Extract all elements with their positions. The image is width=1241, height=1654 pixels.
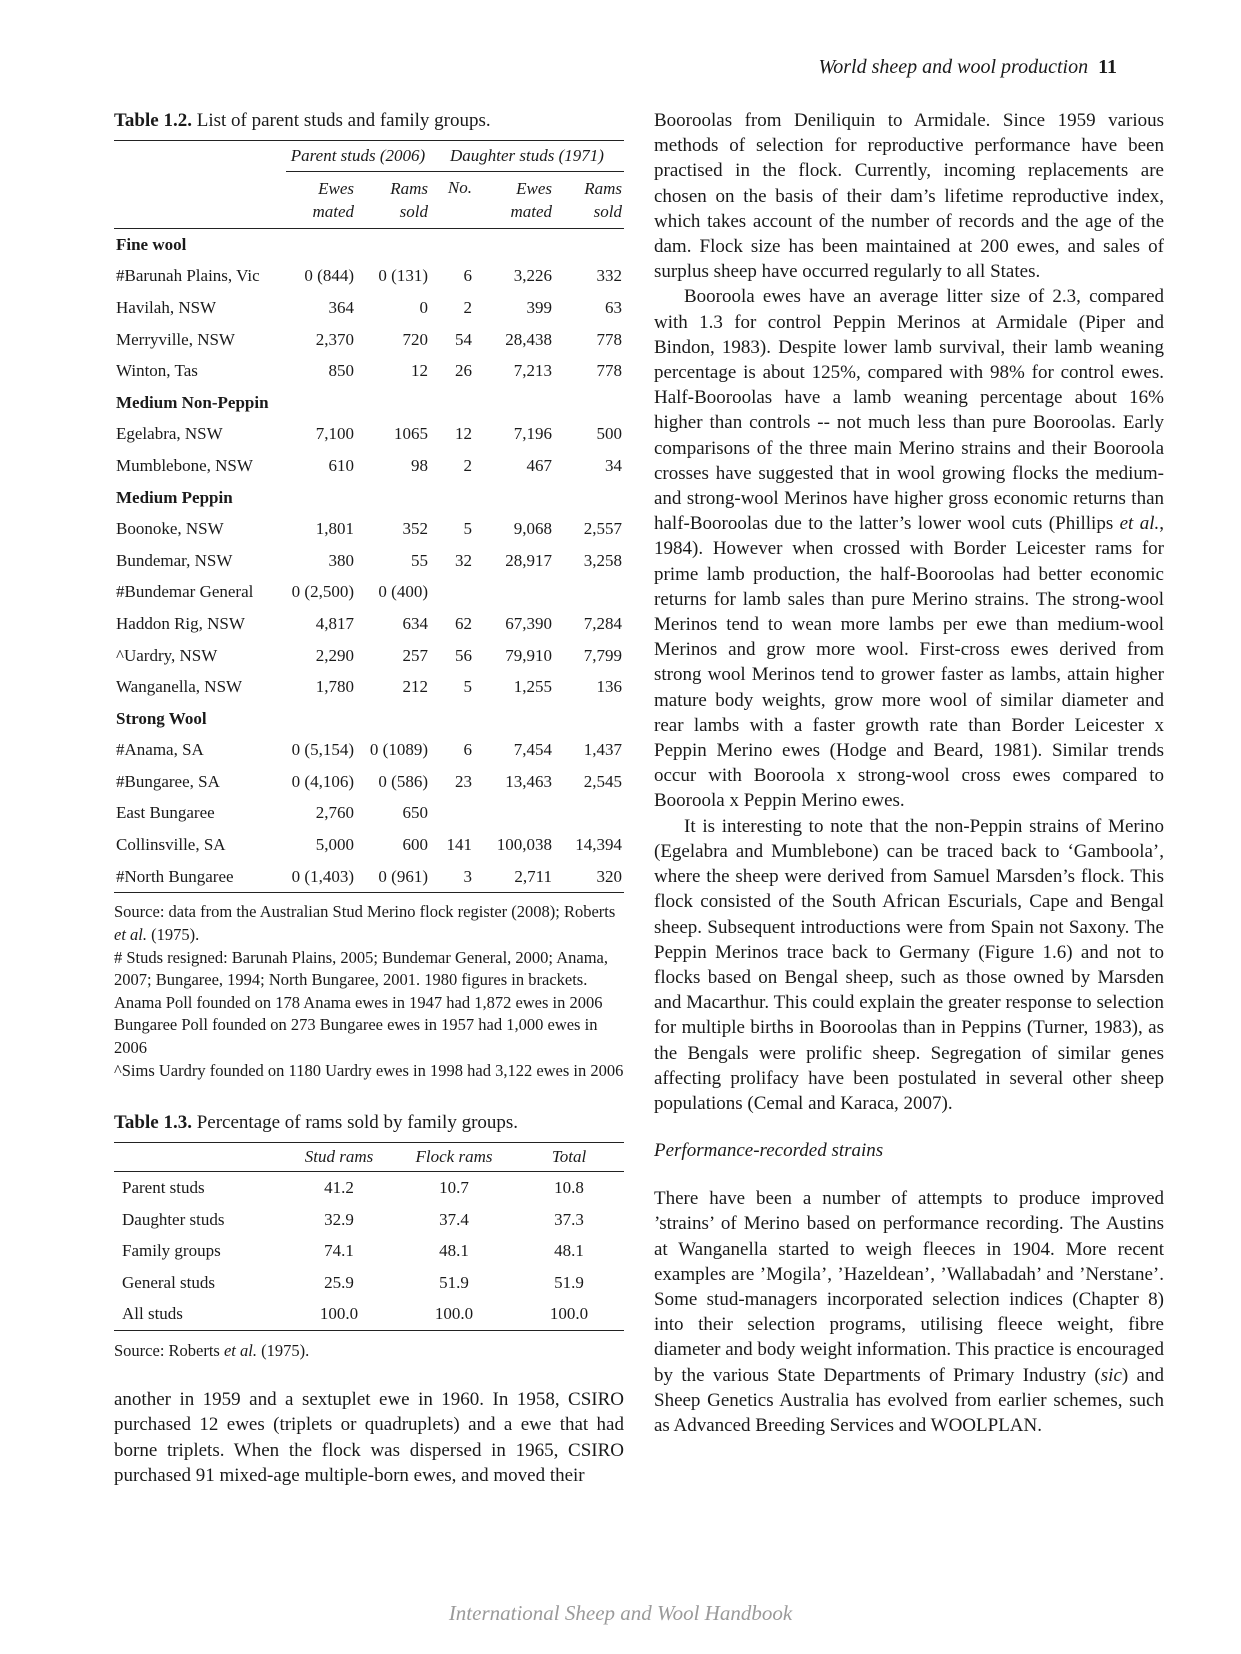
table-1-3-header: Flock rams — [394, 1143, 514, 1172]
note-resigned: # Studs resigned: Barunah Plains, 2005; Bundemar General, 2000; Anama, 2007; Bungaree, 1994; North Bungaree, 2001. 1980 figures in brackets. — [114, 947, 609, 990]
table-row — [114, 608, 624, 640]
table-cell — [430, 577, 474, 609]
table-cell: 6 — [463, 266, 472, 286]
table-cell — [430, 798, 474, 830]
table-cell: 0 (400) — [378, 582, 428, 602]
table-cell: 850 — [328, 361, 354, 381]
table-cell: 48.1 — [554, 1241, 584, 1261]
table-cell: 32.9 — [324, 1209, 354, 1229]
row-label: Parent studs — [122, 1178, 205, 1198]
table-1-3-source: Source: Roberts et al. (1975). — [114, 1341, 310, 1361]
table-cell: 610 — [328, 455, 354, 475]
table-row — [114, 419, 624, 451]
running-head — [818, 56, 1117, 79]
stud-name: Merryville, NSW — [116, 329, 235, 349]
table-row — [114, 261, 624, 293]
table-cell: 0 (586) — [378, 771, 428, 791]
table-cell: 74.1 — [324, 1241, 354, 1261]
table-cell: 5 — [463, 519, 472, 539]
table-row — [114, 735, 624, 767]
table-1-3-title: Percentage of rams sold by family groups. — [191, 1112, 519, 1134]
table-cell: 1,780 — [315, 677, 354, 697]
table-row — [114, 1204, 624, 1236]
table-cell: 2 — [463, 297, 472, 317]
right-column — [654, 108, 1164, 1438]
table-row — [114, 640, 624, 672]
paragraph-1: Booroolas from Deniliquin to Armidale. Since 1959 various methods of selection for reproductive performance have been practised in the flock. Currently, incoming replacements are chosen on the basis of their dam’s lifetime reproductive index, which takes account of the number of records and the age of the dam. Flock size has been maintained at 200 ewes, and sales of surplus sheep have occurred regularly to all States. — [654, 110, 1164, 283]
table-cell: 0 (1,403) — [291, 866, 354, 886]
stud-name: ^Uardry, NSW — [116, 645, 218, 665]
stud-name: #Anama, SA — [116, 740, 204, 760]
table-1-3-caption — [114, 1110, 624, 1136]
table-cell: 25.9 — [324, 1272, 354, 1292]
table-cell: 13,463 — [505, 771, 552, 791]
table-row — [114, 829, 624, 861]
table-1-2-body — [114, 229, 624, 893]
table-cell: 2,711 — [514, 866, 552, 886]
table-cell: 28,438 — [505, 329, 552, 349]
row-label: All studs — [122, 1304, 183, 1324]
stud-name: Havilah, NSW — [116, 297, 217, 317]
table-cell: 1,255 — [513, 677, 552, 697]
table-cell: 4,817 — [315, 613, 354, 633]
table-cell: 1065 — [394, 424, 428, 444]
table-cell: 0 (131) — [378, 266, 428, 286]
table-cell: 2,557 — [583, 519, 622, 539]
section-heading: Performance-recorded strains — [654, 1140, 884, 1162]
paragraph-4: There have been a number of attempts to produce improved ’strains’ of Merino based on performance recording. The Austins at Wanganella started to weigh fleeces in 1904. More recent examples are ’Mogila’, ’Hazeldean’, ’Wallabadah’ and ’Nerstane’. Some stud-managers incorporated selection indices (Chapter 8) into their selection programs, utilising fleece weight, fibre diameter and body weight information. This practice is encouraged by the various State Departments of Primary Industry (sic) and Sheep Genetics Australia has evolved from earlier schemes, such as Advanced Breeding Services and WOOLPLAN. — [654, 1188, 1164, 1436]
table-cell: 7,100 — [315, 424, 354, 444]
table-cell: 100.0 — [434, 1304, 474, 1324]
table-cell: 23 — [455, 771, 472, 791]
table-cell: 62 — [455, 613, 472, 633]
table-cell: 5,000 — [315, 835, 354, 855]
table-cell: 2,760 — [315, 803, 354, 823]
table-cell: 2 — [463, 455, 472, 475]
table-1-3-header — [114, 1143, 284, 1172]
stud-name: #Bundemar General — [116, 582, 254, 602]
table-cell: 34 — [605, 455, 622, 475]
table-cell: 56 — [455, 645, 472, 665]
section-label: Medium Non-Peppin — [116, 392, 269, 412]
table-cell: 100.0 — [549, 1304, 589, 1324]
header-blank — [114, 141, 286, 172]
table-1-2-title: List of parent studs and family groups. — [191, 110, 491, 131]
table-cell: 141 — [446, 835, 472, 855]
note-uardry: ^Sims Uardry founded on 1180 Uardry ewes in 1998 had 3,122 ewes in 2006 — [114, 1060, 624, 1080]
table-row — [114, 513, 624, 545]
stud-name: #Barunah Plains, Vic — [116, 266, 260, 286]
table-1-3-label: Table 1.3. — [114, 1112, 192, 1134]
table-cell: 26 — [455, 361, 472, 381]
table-cell: 0 (961) — [378, 866, 428, 886]
table-cell: 2,545 — [583, 771, 622, 791]
table-cell: 399 — [526, 297, 552, 317]
table-cell: 467 — [526, 455, 552, 475]
table-cell: 41.2 — [324, 1178, 354, 1198]
table-cell: 352 — [402, 519, 428, 539]
table-cell: 100,038 — [496, 835, 552, 855]
table-row — [114, 324, 624, 356]
table-cell: 3,226 — [513, 266, 552, 286]
section-row — [114, 703, 624, 735]
section-label: Medium Peppin — [116, 487, 233, 507]
table-cell: 28,917 — [505, 550, 552, 570]
stud-name: Bundemar, NSW — [116, 550, 233, 570]
header-daughter-rams-sold: Rams sold — [554, 172, 624, 229]
stud-name: Egelabra, NSW — [116, 424, 223, 444]
table-row — [114, 577, 624, 609]
table-cell: 2,290 — [315, 645, 354, 665]
table-cell: 0 (1089) — [369, 740, 428, 760]
table-row — [114, 798, 624, 830]
table-cell: 63 — [605, 297, 622, 317]
header-ewes-mated: Ewes mated — [286, 172, 356, 229]
table-row — [114, 766, 624, 798]
table-1-2-caption — [114, 108, 624, 134]
table-cell: 14,394 — [575, 835, 622, 855]
stud-name: Haddon Rig, NSW — [116, 613, 245, 633]
paragraph-3: It is interesting to note that the non-Peppin strains of Merino (Egelabra and Mumblebone) can be traced back to ‘Gamboola’, where the sheep were derived from Samuel Marsden’s flock. This flock consisted of the South African Escurials, Cape and Bengal sheep. Subsequent introductions were from Spain not Saxony. The Peppin Merinos trace back to Germany (Figure 1.6) and not to flocks based on Bengal sheep, such as those owned by Marsden and Macarthur. This could explain the greater response to selection for multiple births in Booroolas than in Peppins (Turner, 1983), as the Bengals were prolific sheep. Segregation of similar genes affecting prolifacy have been postulated in several other sheep populations (Cemal and Karaca, 2007). — [654, 815, 1164, 1114]
header-no: No. — [430, 172, 474, 229]
table-cell: 600 — [402, 835, 428, 855]
stud-name: Winton, Tas — [116, 361, 198, 381]
left-column — [114, 108, 624, 1488]
table-cell: 257 — [402, 645, 428, 665]
table-1-2-label: Table 1.2. — [114, 110, 192, 131]
table-cell: 9,068 — [513, 519, 552, 539]
section-row — [114, 387, 624, 419]
table-cell: 48.1 — [439, 1241, 469, 1261]
header-blank — [114, 172, 286, 229]
table-cell: 6 — [463, 740, 472, 760]
table-row — [114, 355, 624, 387]
table-cell: 778 — [596, 361, 622, 381]
table-cell: 320 — [596, 866, 622, 886]
table-cell — [554, 577, 624, 609]
row-label: Daughter studs — [122, 1209, 225, 1229]
note-source: Source: data from the Australian Stud Merino flock register (2008); Roberts et al. (1975). — [114, 902, 616, 945]
table-1-2 — [114, 140, 624, 893]
table-cell: 12 — [455, 424, 472, 444]
table-cell: 778 — [596, 329, 622, 349]
table-cell: 10.8 — [554, 1178, 584, 1198]
table-cell: 212 — [402, 677, 428, 697]
section-row — [114, 482, 624, 514]
table-cell: 136 — [596, 677, 622, 697]
table-row — [114, 292, 624, 324]
row-label: General studs — [122, 1272, 216, 1292]
table-row — [114, 1235, 624, 1267]
header-daughter-studs: Daughter studs (1971) — [430, 141, 624, 172]
table-cell: 12 — [411, 361, 428, 381]
stud-name: #North Bungaree — [116, 866, 234, 886]
note-anama: Anama Poll founded on 178 Anama ewes in 1947 had 1,872 ewes in 2006 — [114, 992, 603, 1012]
table-cell: 51.9 — [439, 1272, 469, 1292]
section-row — [114, 229, 624, 261]
row-label: Family groups — [122, 1241, 221, 1261]
header-daughter-ewes-mated: Ewes mated — [474, 172, 554, 229]
table-cell: 380 — [328, 550, 354, 570]
stud-name: #Bungaree, SA — [116, 771, 220, 791]
table-cell: 7,196 — [513, 424, 552, 444]
running-title: World sheep and wool production — [818, 56, 1089, 78]
table-cell: 634 — [402, 613, 428, 633]
stud-name: Boonoke, NSW — [116, 519, 224, 539]
table-cell: 100.0 — [319, 1304, 359, 1324]
table-1-3-header: Stud rams — [284, 1143, 394, 1172]
note-bungaree: Bungaree Poll founded on 273 Bungaree ewes in 1957 had 1,000 ewes in 2006 — [114, 1015, 598, 1058]
table-cell: 7,284 — [583, 613, 622, 633]
stud-name: Wanganella, NSW — [116, 677, 243, 697]
table-cell — [474, 577, 554, 609]
section-label: Fine wool — [116, 234, 187, 254]
table-row — [114, 861, 624, 893]
table-cell: 364 — [328, 297, 354, 317]
table-cell: 3,258 — [583, 550, 622, 570]
table-row — [114, 1172, 624, 1204]
table-cell: 37.4 — [439, 1209, 469, 1229]
table-cell: 650 — [402, 803, 428, 823]
table-cell: 3 — [463, 866, 472, 886]
table-cell: 0 — [419, 297, 428, 317]
table-cell: 0 (2,500) — [291, 582, 354, 602]
table-cell — [554, 798, 624, 830]
table-cell: 5 — [463, 677, 472, 697]
left-paragraph: another in 1959 and a sextuplet ewe in 1960. In 1958, CSIRO purchased 12 ewes (triplets or quadruplets) and a ewe that had borne triplets. When the flock was dispersed in 1965, CSIRO purchased 91 mixed-age multiple-born ewes, and moved their — [114, 1389, 624, 1486]
table-cell: 7,454 — [513, 740, 552, 760]
stud-name: East Bungaree — [116, 803, 215, 823]
footer: International Sheep and Wool Handbook — [448, 1601, 793, 1625]
paragraph-2: Booroola ewes have an average litter size of 2.3, compared with 1.3 for control Peppin Merinos at Armidale (Piper and Bindon, 1983). Despite lower lamb survival, their lamb weaning percentage is about 125%, compared with 98% for control ewes. Half-Booroolas have a lamb weaning percentage about 16% higher than controls -- not much less than pure Booroolas. Early comparisons of the three main Merino strains and their Booroola crosses have suggested that in wool growing flocks the medium- and strong-wool Merinos have higher gross economic returns than half-Booroolas due to the latter’s lower wool cuts (Phillips et al., 1984). However when crossed with Border Leicester rams for prime lamb production, the half-Booroolas had better economic returns for lamb sales than pure Merino strains. The strong-wool Merinos tend to wean more lambs per ewe than medium-wool Merinos and grow more wool. First-cross ewes derived from strong wool Merinos tend to grower faster as lambs, attain higher mature body weights, grow more wool of similar diameter and rear lambs with a faster growth rate than Border Leicester x Peppin Merino ewes (Hodge and Beard, 1981). Similar trends occur with Booroola x strong-wool cross ewes compared to Booroola x Peppin Merino ewes. — [654, 286, 1164, 812]
table-cell: 32 — [455, 550, 472, 570]
table-cell: 55 — [411, 550, 428, 570]
table-row — [114, 671, 624, 703]
table-row — [114, 545, 624, 577]
table-1-3-header: Total — [514, 1143, 624, 1172]
stud-name: Collinsville, SA — [116, 835, 226, 855]
table-cell: 7,799 — [583, 645, 622, 665]
table-cell: 720 — [402, 329, 428, 349]
page-number: 11 — [1098, 56, 1117, 78]
table-cell: 332 — [596, 266, 622, 286]
table-cell: 0 (4,106) — [291, 771, 354, 791]
table-cell: 1,801 — [315, 519, 354, 539]
table-row — [114, 1299, 624, 1331]
table-cell: 67,390 — [505, 613, 552, 633]
table-cell: 54 — [455, 329, 472, 349]
table-cell: 2,370 — [315, 329, 354, 349]
table-cell: 0 (844) — [304, 266, 354, 286]
header-parent-studs: Parent studs (2006) — [286, 141, 430, 172]
table-cell: 10.7 — [439, 1178, 469, 1198]
table-cell: 500 — [596, 424, 622, 444]
table-cell: 7,213 — [513, 361, 552, 381]
header-rams-sold: Rams sold — [356, 172, 430, 229]
stud-name: Mumblebone, NSW — [116, 455, 253, 475]
table-cell — [474, 798, 554, 830]
table-cell: 51.9 — [554, 1272, 584, 1292]
section-label: Strong Wool — [116, 708, 207, 728]
table-cell: 1,437 — [583, 740, 622, 760]
table-cell: 37.3 — [554, 1209, 584, 1229]
table-cell: 0 (5,154) — [291, 740, 354, 760]
table-row — [114, 1267, 624, 1299]
table-cell: 98 — [411, 455, 428, 475]
table-1-2-notes — [114, 901, 624, 1082]
table-cell: 79,910 — [505, 645, 552, 665]
table-row — [114, 450, 624, 482]
table-1-3 — [114, 1142, 624, 1331]
